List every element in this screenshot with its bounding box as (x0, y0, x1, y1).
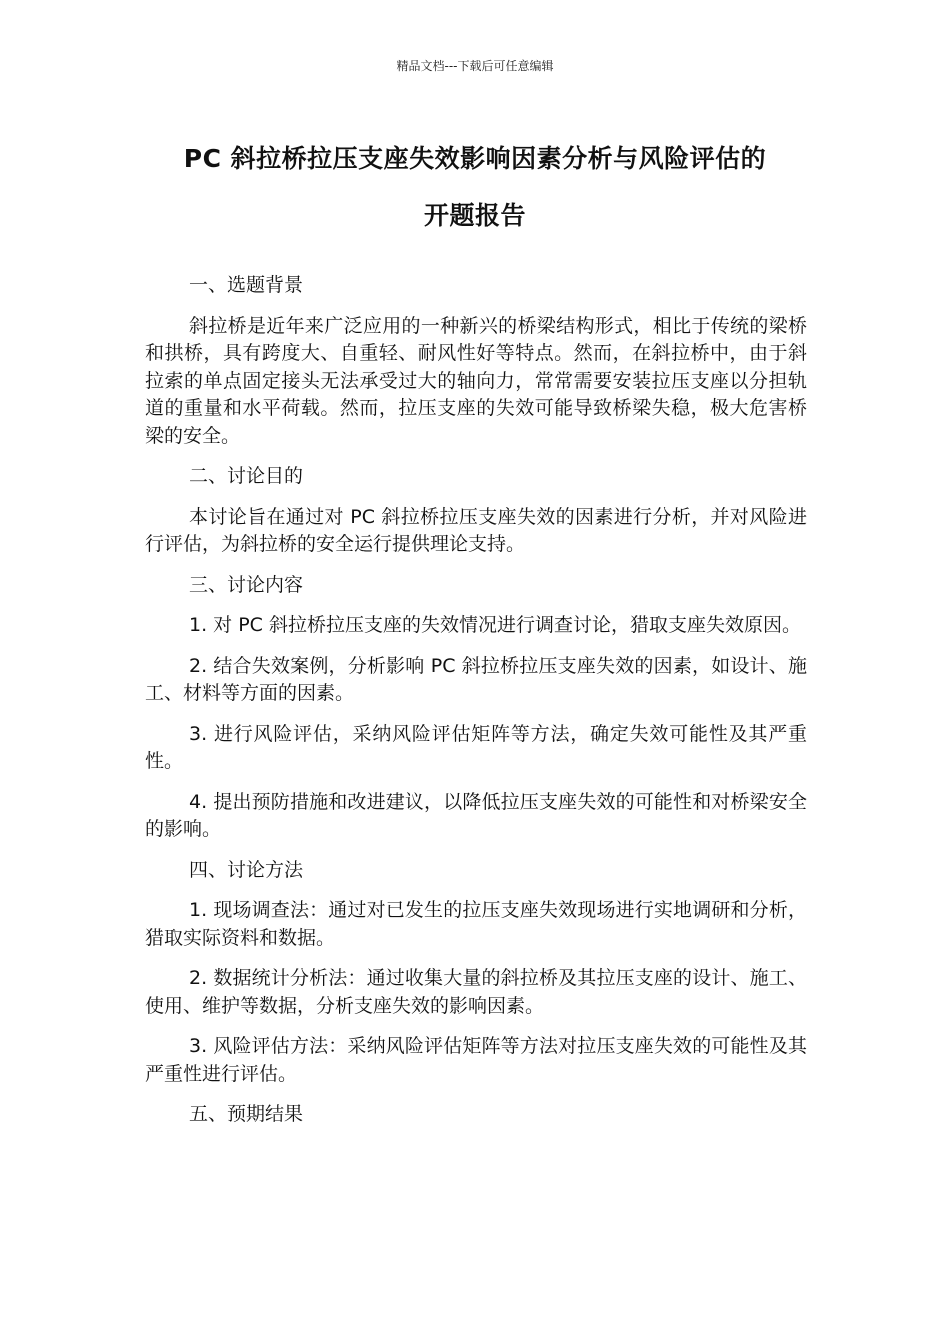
paragraph-background: 斜拉桥是近年来广泛应用的一种新兴的桥梁结构形式，相比于传统的梁桥和拱桥，具有跨度大、自重轻、耐风性好等特点。然而，在斜拉桥中，由于斜拉索的单点固定接头无法承受过大的轴向力，常常需要安装拉压支座以分担轨道的重量和水平荷载。然而，拉压支座的失效可能导致桥梁失稳，极大危害桥梁的安全。 (145, 314, 807, 447)
method-item-3: 3. 风险评估方法：采纳风险评估矩阵等方法对拉压支座失效的可能性及其严重性进行评估。 (145, 1035, 807, 1085)
document-body (145, 272, 807, 1142)
paragraph-purpose: 本讨论旨在通过对 PC 斜拉桥拉压支座失效的因素进行分析，并对风险进行评估，为斜拉桥的安全运行提供理论支持。 (145, 505, 807, 555)
method-item-2: 2. 数据统计分析法：通过收集大量的斜拉桥及其拉压支座的设计、施工、使用、维护等数据，分析支座失效的影响因素。 (145, 967, 807, 1017)
section-heading-results: 五、预期结果 (189, 1103, 304, 1125)
page-title-line-1: PC 斜拉桥拉压支座失效影响因素分析与风险评估的 (183, 144, 767, 173)
page-header: 精品文档---下载后可任意编辑 (396, 59, 554, 73)
section-heading-background: 一、选题背景 (189, 274, 304, 296)
content-item-3: 3. 进行风险评估，采纳风险评估矩阵等方法，确定失效可能性及其严重性。 (145, 722, 807, 772)
content-item-4: 4. 提出预防措施和改进建议，以降低拉压支座失效的可能性和对桥梁安全的影响。 (145, 790, 807, 840)
content-item-2: 2. 结合失效案例，分析影响 PC 斜拉桥拉压支座失效的因素，如设计、施工、材料等方面的因素。 (145, 654, 807, 704)
content-item-1: 1. 对 PC 斜拉桥拉压支座的失效情况进行调查讨论，猎取支座失效原因。 (189, 614, 801, 636)
method-item-1: 1. 现场调查法：通过对已发生的拉压支座失效现场进行实地调研和分析，猎取实际资料和数据。 (145, 899, 807, 949)
page-title-line-2: 开题报告 (423, 201, 526, 230)
section-heading-purpose: 二、讨论目的 (189, 465, 304, 487)
section-heading-content: 三、讨论内容 (189, 573, 304, 596)
section-heading-methods: 四、讨论方法 (189, 858, 304, 881)
